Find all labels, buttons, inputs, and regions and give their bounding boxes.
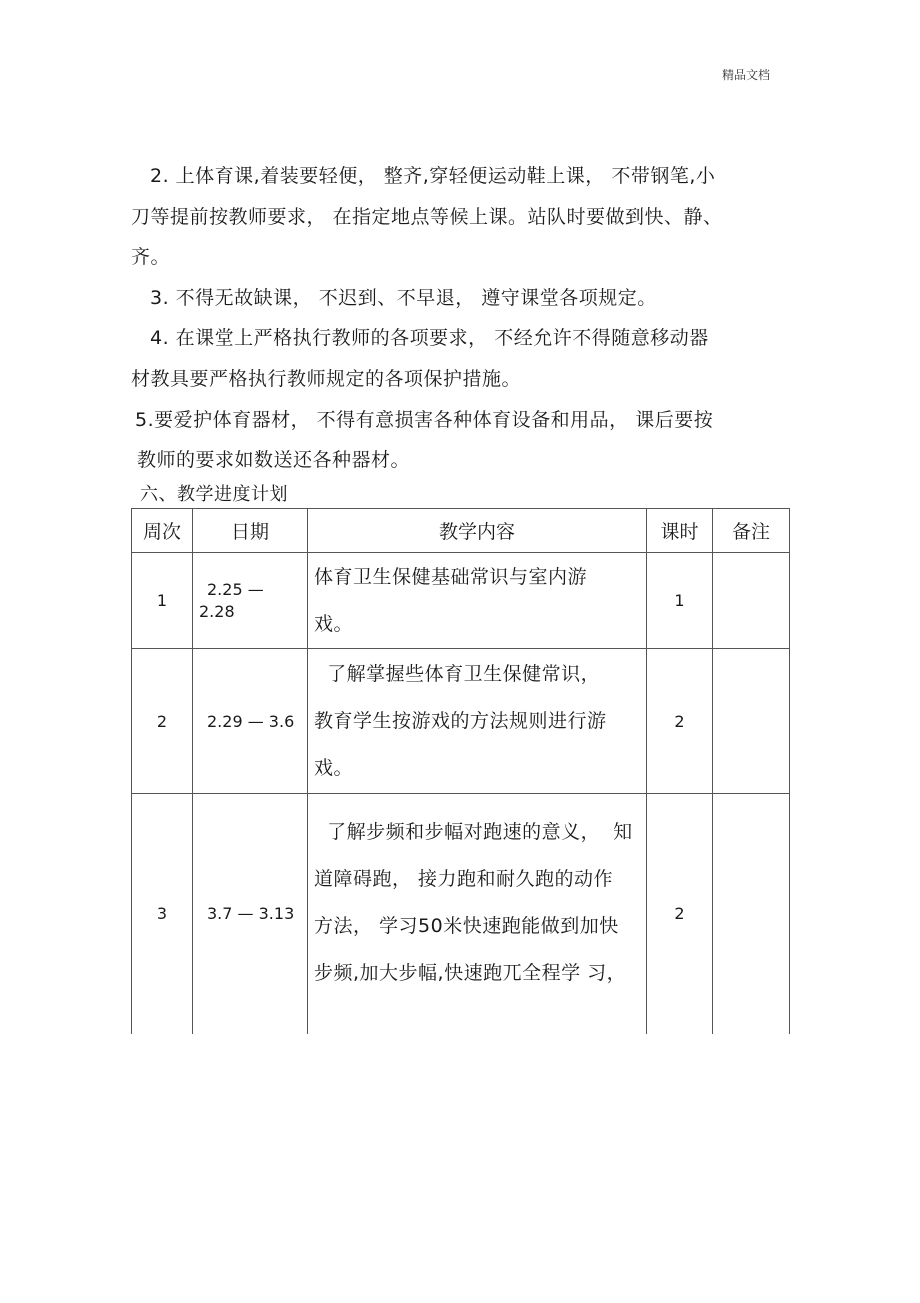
- rule-5-line-2: 教师的要求如数送还各种器材。: [137, 449, 411, 471]
- rule-4-line-1: 4. 在课堂上严格执行教师的各项要求， 不经允许不得随意移动器: [150, 327, 709, 349]
- hours-cell: 2: [647, 794, 713, 1034]
- content-line: 体育卫生保健基础常识与室内游: [314, 565, 588, 588]
- rule-2-line-3: 齐。: [131, 246, 171, 268]
- date-end: 2.28: [199, 601, 235, 621]
- rule-2-line-2: 刀等提前按教师要求， 在指定地点等候上课。站队时要做到快、静、: [131, 206, 723, 228]
- rule-2-line-1: 2. 上体育课,着装要轻便， 整齐,穿轻便运动鞋上课， 不带钢笔,小: [150, 165, 716, 187]
- content-line: 了解步频和步幅对跑速的意义， 知: [314, 820, 633, 843]
- notes-cell: [713, 649, 790, 794]
- header-content: 教学内容: [308, 509, 647, 553]
- week-cell: 2: [132, 649, 193, 794]
- header-watermark-text: 精品文档: [722, 68, 771, 82]
- table-row: [132, 649, 790, 794]
- section-title: 六、教学进度计划: [140, 484, 288, 505]
- notes-cell: [713, 553, 790, 649]
- rule-3-line-1: 3. 不得无故缺课， 不迟到、不早退， 遵守课堂各项规定。: [150, 287, 657, 309]
- content-cell: [308, 649, 647, 794]
- content-cell: [308, 553, 647, 649]
- content-line: 方法， 学习50米快速跑能做到加快: [314, 914, 619, 937]
- rule-5-line-1: 5.要爱护体育器材， 不得有意损害各种体育设备和用品， 课后要按: [135, 409, 714, 431]
- content-line: 步频,加大步幅,快速跑兀全程学 习，: [314, 961, 627, 984]
- hours-cell: 1: [647, 553, 713, 649]
- table-row: [132, 553, 790, 649]
- week-cell: 3: [132, 794, 193, 1034]
- hours-cell: 2: [647, 649, 713, 794]
- header-hours: 课时: [647, 509, 713, 553]
- content-cell: [308, 794, 647, 1034]
- week-cell: 1: [132, 553, 193, 649]
- table-header-row: [132, 509, 790, 553]
- teaching-schedule-table: [131, 508, 790, 1034]
- notes-cell: [713, 794, 790, 1034]
- content-line: 道障碍跑， 接力跑和耐久跑的动作: [314, 867, 614, 890]
- date-cell: 2.29 — 3.6: [193, 649, 308, 794]
- header-notes: 备注: [713, 509, 790, 553]
- table-row: [132, 794, 790, 1034]
- header-week: 周次: [132, 509, 193, 553]
- header-date: 日期: [193, 509, 308, 553]
- date-cell: [193, 553, 308, 649]
- date-cell: 3.7 — 3.13: [193, 794, 308, 1034]
- date-start: 2.25 —: [207, 579, 264, 599]
- content-line: 戏。: [314, 612, 354, 635]
- content-line: 了解掌握些体育卫生保健常识，: [314, 662, 601, 685]
- content-line: 戏。: [314, 756, 354, 779]
- rule-4-line-2: 材教具要严格执行教师规定的各项保护措施。: [131, 368, 522, 390]
- content-line: 教育学生按游戏的方法规则进行游: [314, 709, 607, 732]
